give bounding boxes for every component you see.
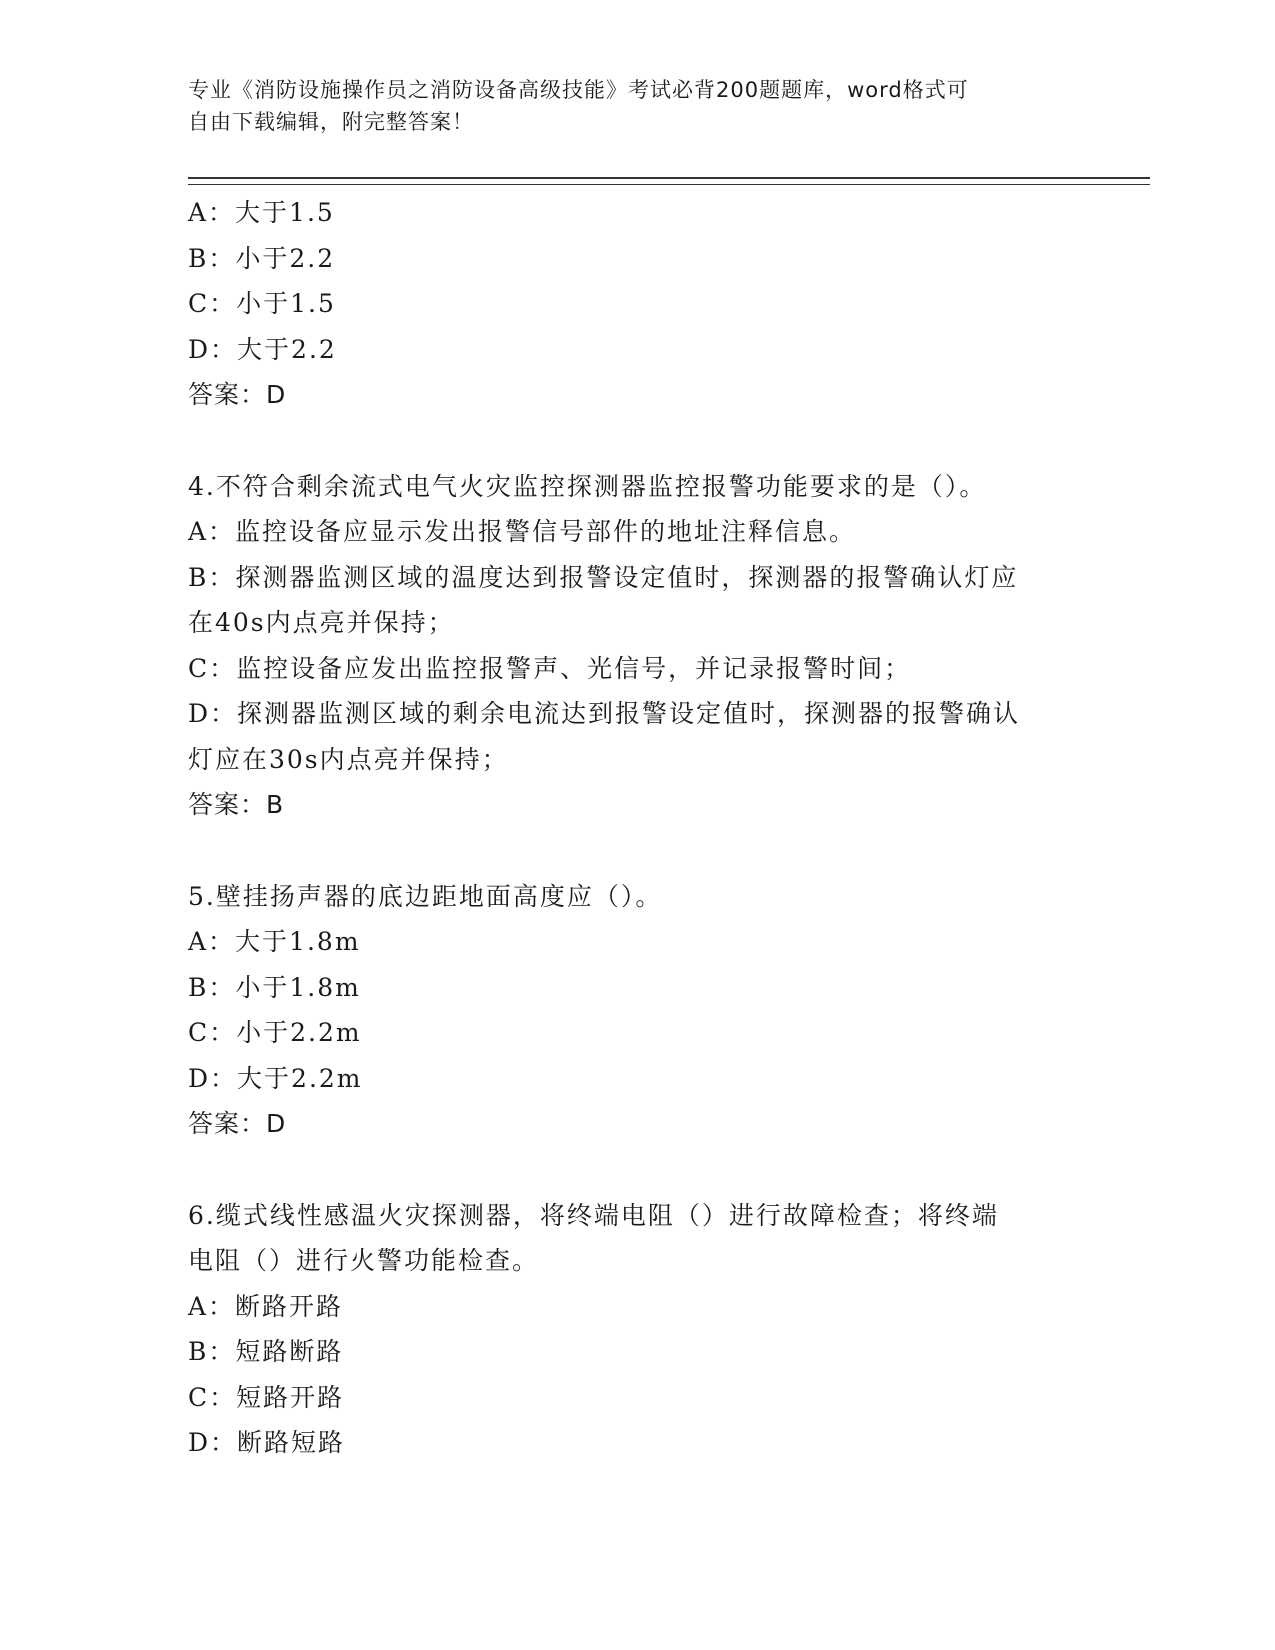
q3-option-a: A：大于1.5 bbox=[188, 198, 335, 227]
spacer bbox=[188, 418, 1088, 464]
question-5-block bbox=[188, 874, 1088, 1147]
q3-option-c: C：小于1.5 bbox=[188, 289, 336, 318]
header-divider bbox=[188, 177, 1150, 185]
q4-answer: 答案：B bbox=[188, 790, 285, 819]
q4-option-c: C：监控设备应发出监控报警声、光信号，并记录报警时间； bbox=[188, 653, 912, 683]
q5-option-b: B：小于1.8m bbox=[188, 972, 361, 1002]
q3-answer: 答案：D bbox=[188, 380, 287, 409]
spacer bbox=[188, 1147, 1088, 1193]
q4-option-d-line-2: 灯应在30s内点亮并保持； bbox=[188, 744, 509, 774]
q5-option-c: C：小于2.2m bbox=[188, 1018, 362, 1047]
page-header bbox=[188, 74, 1068, 138]
q5-option-d: D：大于2.2m bbox=[188, 1063, 363, 1093]
question-3-block bbox=[188, 190, 1088, 418]
question-content bbox=[188, 190, 1088, 1466]
header-line-2: 自由下载编辑，附完整答案！ bbox=[188, 110, 474, 134]
q5-answer: 答案：D bbox=[188, 1109, 287, 1138]
header-line-1: 专业《消防设施操作员之消防设备高级技能》考试必背200题题库，word格式可 bbox=[188, 78, 969, 102]
q5-question: 5.壁挂扬声器的底边距地面高度应（）。 bbox=[188, 881, 663, 911]
q4-option-b-line-1: B：探测器监测区域的温度达到报警设定值时，探测器的报警确认灯应 bbox=[188, 562, 1019, 592]
q5-option-a: A：大于1.8m bbox=[188, 927, 361, 956]
q4-option-a: A：监控设备应显示发出报警信号部件的地址注释信息。 bbox=[188, 517, 857, 546]
q3-option-d: D：大于2.2 bbox=[188, 334, 337, 364]
q3-option-b: B：小于2.2 bbox=[188, 243, 336, 273]
question-4-block bbox=[188, 464, 1088, 828]
q6-option-d: D：断路短路 bbox=[188, 1428, 346, 1457]
q6-question-line-1: 6.缆式线性感温火灾探测器，将终端电阻（）进行故障检查；将终端 bbox=[188, 1200, 999, 1230]
q4-option-d-line-1: D：探测器监测区域的剩余电流达到报警设定值时，探测器的报警确认 bbox=[188, 699, 1021, 728]
q6-option-c: C：短路开路 bbox=[188, 1382, 345, 1412]
question-6-block bbox=[188, 1193, 1088, 1466]
q4-question: 4.不符合剩余流式电气火灾监控探测器监控报警功能要求的是（）。 bbox=[188, 471, 987, 501]
q6-option-a: A：断路开路 bbox=[188, 1291, 344, 1321]
q4-option-b-line-2: 在40s内点亮并保持； bbox=[188, 608, 455, 637]
q6-question-line-2: 电阻（）进行火警功能检查。 bbox=[188, 1246, 540, 1275]
q6-option-b: B：短路断路 bbox=[188, 1337, 344, 1366]
spacer bbox=[188, 828, 1088, 874]
